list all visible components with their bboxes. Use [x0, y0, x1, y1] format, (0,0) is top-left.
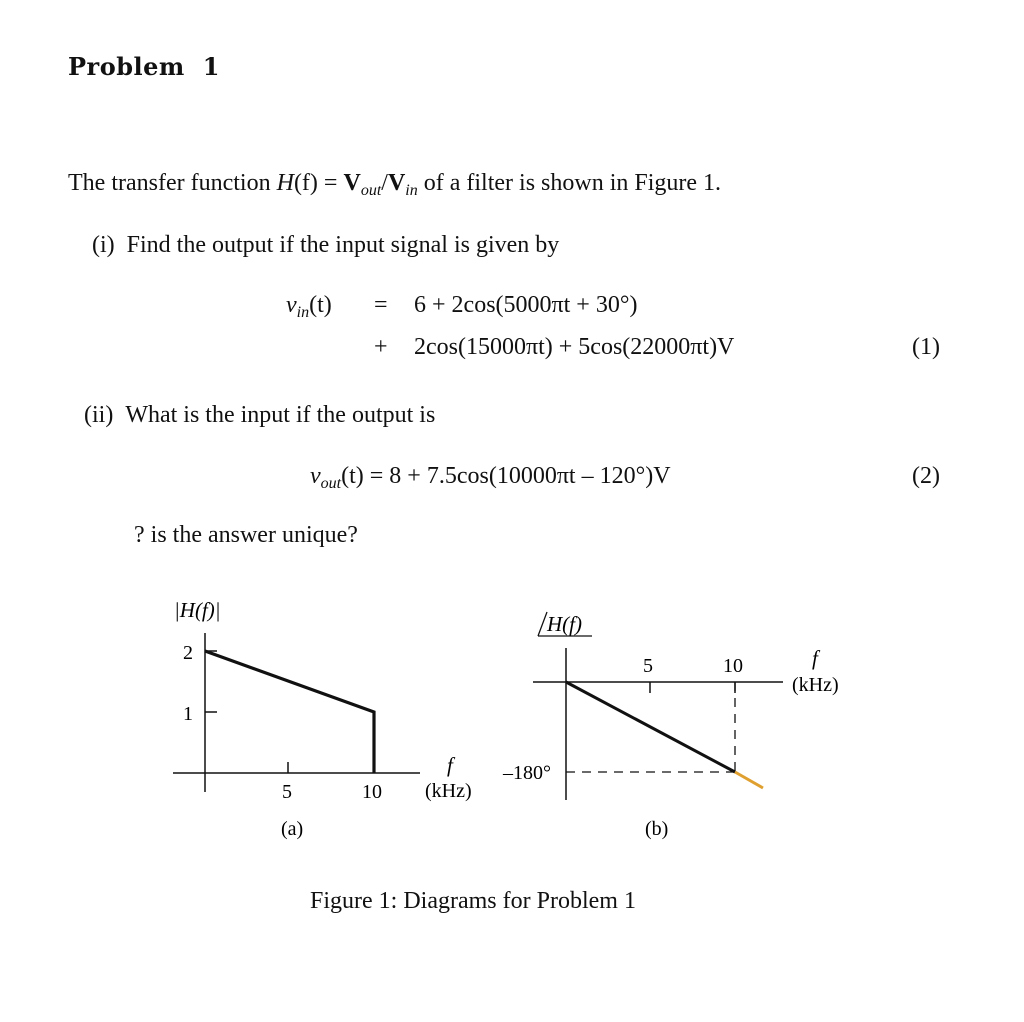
vout-lhs-subscript: out [320, 475, 342, 492]
part-i-marker: (i) [92, 232, 115, 258]
equation-1-plus: + [374, 334, 388, 360]
uniqueness-question: ? is the answer unique? [134, 522, 358, 548]
h-argument: (f) [293, 170, 318, 196]
vin-lhs-subscript: in [296, 304, 310, 321]
phase-xlabel-unit: (kHz) [792, 674, 839, 696]
y-tick-label-1: 1 [183, 703, 193, 725]
vout-symbol: V [343, 170, 361, 196]
phase-ylabel: H(f) [547, 612, 582, 636]
x-tick-label-5: 5 [643, 655, 653, 677]
equals-sign: = [317, 170, 344, 196]
magnitude-xlabel-unit: (kHz) [425, 780, 472, 802]
h-symbol: H [276, 170, 294, 196]
problem-label: Problem [68, 52, 185, 81]
vin-lhs-argument: (t) [309, 292, 332, 318]
intro-suffix: of a filter is shown in Figure 1. [417, 170, 722, 196]
x-tick-label-10: 10 [362, 781, 382, 803]
angle-symbol-icon [538, 612, 547, 636]
x-tick-label-10: 10 [723, 655, 743, 677]
equation-1-line-2: 2cos(15000πt) + 5cos(22000πt)V [414, 334, 735, 360]
equation-2-number: (2) [912, 463, 940, 489]
problem-number: 1 [202, 52, 220, 81]
y-tick-label-minus-180: –180° [503, 762, 551, 784]
part-i-text: Find the output if the input signal is given by [126, 232, 560, 258]
phase-plot [502, 612, 839, 840]
vin-subscript: in [405, 182, 418, 199]
panel-label-a: (a) [281, 818, 304, 840]
equation-1-number: (1) [912, 334, 940, 360]
vout-lhs-v: v [310, 463, 321, 489]
figure-caption: Figure 1: Diagrams for Problem 1 [310, 888, 636, 914]
part-ii-text: What is the input if the output is [125, 402, 436, 428]
magnitude-xlabel: f [447, 753, 453, 777]
equation-1-line-1: 6 + 2cos(5000πt + 30°) [414, 292, 638, 318]
magnitude-plot [173, 598, 472, 840]
y-tick-label-2: 2 [183, 642, 193, 664]
magnitude-curve [205, 651, 374, 773]
x-tick-label-5: 5 [282, 781, 292, 803]
vin-symbol: V [387, 170, 406, 196]
intro-prefix: The transfer function [68, 170, 277, 196]
phase-extension [735, 772, 763, 788]
vin-lhs-v: v [286, 292, 297, 318]
equation-2-rhs: (t) = 8 + 7.5cos(10000πt – 120°)V [341, 463, 671, 489]
vout-subscript: out [360, 182, 382, 199]
equation-1-equals: = [374, 292, 388, 318]
panel-label-b: (b) [645, 818, 669, 840]
part-ii-marker: (ii) [84, 402, 114, 428]
magnitude-ylabel: |H(f)| [174, 598, 221, 622]
phase-xlabel: f [812, 646, 818, 670]
divide-slash: / [381, 170, 388, 196]
phase-curve [566, 682, 735, 772]
